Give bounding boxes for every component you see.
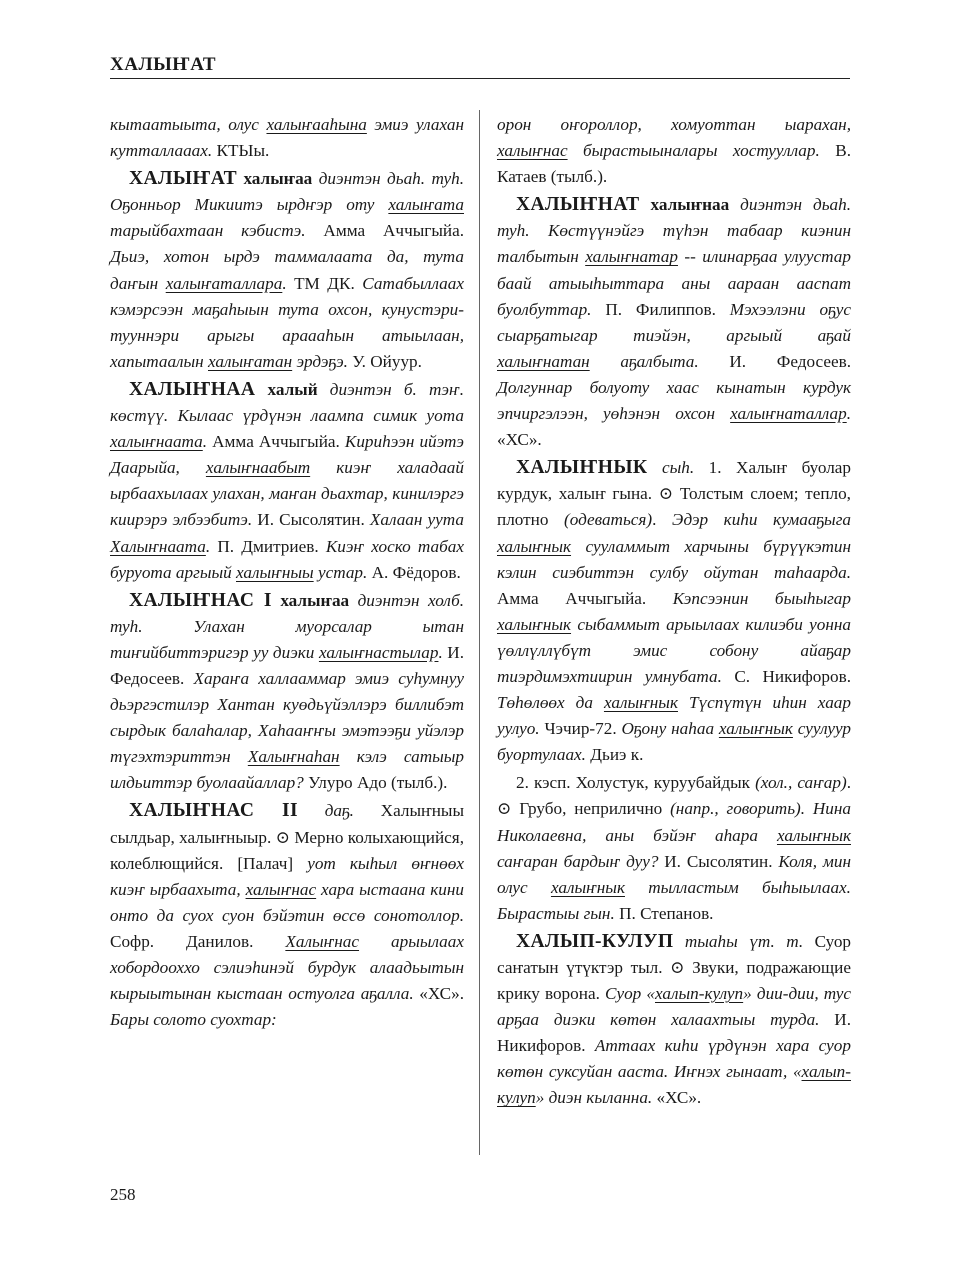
underlined-example: халыҥнаталлар [730,404,847,424]
text [253,932,285,951]
text: Кэпсээнин быыһыгар [646,588,851,608]
headword: ХАЛЫП-КУЛУП [516,930,674,952]
underlined-example: халыҥаталлара [165,273,283,293]
text: -- илинарҕаа улуустар баай атыыһыттара аны аараан ааспат буолбуттар. [497,247,851,319]
definition: Суор саҥатын үтүктэр тыл. [497,931,852,977]
russian-translation: ⊙ Грубо, неприлично [497,799,671,819]
underlined-example: халыҥнас [497,141,568,161]
text: . [282,273,295,293]
text: Бары солото суохтар: [110,1010,277,1030]
source-word: халый [267,379,318,399]
text: . [846,773,852,793]
underlined-example: халыҥныы [236,562,314,582]
underlined-example: халыҥата [388,195,464,215]
text: суулуур буортулаах. [497,719,851,765]
author: И. Никифоров. [497,1010,851,1056]
underlined-example: Халыҥнас [285,931,360,951]
text: Киэҥ хоско табах буруота аргыый [110,536,464,582]
author: С. Никифоров. [734,666,852,686]
text: тылластым быһыылаах. Бырастыы гын. [497,877,851,923]
author: И. Федосеев. [729,351,851,371]
author: П. Филиппов. [605,299,716,319]
underlined-example: Халыҥнаата [110,536,206,556]
author: Амма Аччыгыйа. [323,221,464,241]
text: устар. [313,562,372,582]
headword: ХАЛЫҤНЫК [516,457,648,479]
headword: ХАЛЫҤАТ [129,168,237,190]
text: эрдэҕэ. [292,351,353,371]
text: Кириһээн ийэтэ Даарыйа, [110,432,464,478]
text: диэнтэн б. тэҥ. көстүү. Кылаас үрдүнэн лаампа симик уота [110,379,464,426]
text: аҕалбыта. [589,351,730,371]
underlined-example: халыҥааһына [266,115,367,134]
author: Амма Аччыгыйа. [212,432,340,452]
author: И. Сысолятин. [664,851,773,871]
text: саҥаран бардыҥ дуу? [497,851,665,871]
text: . Нина Николаевна, аны бэйэҥ аһара [497,799,851,845]
header-rule [110,78,850,79]
dictionary-entry [497,192,851,453]
author: ТМ ДК. [294,273,355,293]
definition: 2. кэсп. Холустук, куруубайдык [516,773,756,793]
russian-note: (напр., говорить) [670,799,801,819]
underlined-example: халыҥнык [497,536,572,556]
text: . [652,510,657,530]
grammar-label: тыаһы үт. т. [673,931,804,951]
text: Эдэр киһи кумааҕыга [656,510,851,530]
underlined-example: Халыҥнаһан [247,747,340,767]
underlined-example: халыҥнык [497,614,572,634]
text: . [438,642,448,662]
underlined-example: халыҥнык [603,693,678,713]
text: Оҕону наһаа [616,719,719,739]
underlined-example: халып-кулуп [497,1062,851,1108]
text: диэнтэн холб. туһ. Улахан муорсалар ытан тиҥийбиттэригэр уу диэки [110,590,465,662]
russian-translation: ⊙ Мерно колыхающийся, колеблющийся. [110,827,464,873]
text: . [202,432,213,452]
left-column [110,112,464,1033]
headword: ХАЛЫҤНАА [129,378,256,400]
author: П. Дмитриев. [217,536,319,556]
author: Чэчир-72. [544,719,617,739]
text: Суор « [599,984,655,1004]
text: бырастыыналары хостууллар. [567,141,836,161]
author: Улуро Адо (тылб.). [308,773,448,793]
author: Амма Аччыгыйа. [497,588,647,608]
text: диэнтэн дьаһ. туһ. Оҕонньор Микиитэ ырдҥэр оту [110,169,465,215]
underlined-example: халыҥнас [245,879,317,899]
dictionary-entry [110,166,464,375]
text: Халаан уута [364,510,465,530]
russian-translation: ⊙ Звуки, подражающие крику ворона. [497,958,851,1004]
source-ref: КТЫы. [216,141,270,161]
author: И. Федосеев. [110,642,464,688]
text: Аттаах киһи үрдүнэн хара суор көтөн суксуйан ааста. Иҥнэх гынаат, « [497,1036,851,1082]
dictionary-entry [110,377,464,586]
text: Сатабыллаах кэмэрсээн маҕаһыын тута охсон, кунустэри-тууннэри арыгы араааһын атыылаан, хапытаалын [110,273,464,371]
dictionary-entry [497,929,851,1112]
text: уот кыһыл өҥнөөх киэҥ ырбаахыта, [110,853,464,899]
author: П. Степанов. [619,903,714,923]
text: . [205,536,218,556]
text: Мэхээлэни оҕус сыарҕатыгар тиэйэн, аргыый аҕай [497,299,851,345]
text: Коля, мин олус [497,851,851,897]
underlined-example: халыҥнастылар [318,642,439,662]
underlined-example: халыҥнык [718,719,793,739]
headword: ХАЛЫҤНАТ [516,194,640,216]
text: диэнтэн дьаһ. туһ. Көстүүнэйгэ түһэн табаар киэнин талбытын [497,195,851,267]
bracket-note: [Палач] [237,853,294,873]
text: сыбаммыт арыылаах килиэби уонна үөллүллүбүт эмис собону айаҕар тиэрдимэхтиирин умнубата. [497,614,851,686]
source-word: халыҥаа [280,590,350,610]
text: Түспүтүн иһин хаар уулуо. [497,693,851,739]
underlined-example: халыҥнык [776,825,851,845]
text: арыылаах хобордооххо сэлиэһинэй бурдук алаадьытын кырыытынан кыстаан остуолга аҕалла. [110,931,464,1004]
text: » дии-дии, тус арҕаа диэки көтөн халаахтыы турда. [497,984,852,1030]
russian-note: (одеваться) [564,510,653,530]
source-word: халыҥнаа [650,195,730,215]
author: «ХС». [656,1088,702,1108]
running-title: ХАЛЫҤАТ [110,54,216,75]
text: киэҥ халадаай ырбаахылаах улахан, маҥан дьахтар, кинилэргэ кииpэрэ элбээбитэ. [110,458,464,530]
underlined-example: халыҥнатан [497,351,590,371]
text: кытаатыыта, олус [110,115,267,134]
entry-continuation [497,112,851,190]
text: Хараҥа халлааммар эмиэ суһумнуу дьэргэстилэр Хантан куөдьүйэллэрэ биллибэт сырдык балаһалар, Хаһааҥҥы эмэтээҕи уйэлэр түгэхтэриттэн [110,668,464,767]
grammar-label: даҕ. [298,801,354,821]
column-divider [479,110,480,1155]
source-word: халыҥаа [243,169,313,189]
author: А. Фёдоров. [371,562,461,582]
author: «ХС». [497,430,542,450]
source-ref: В. Катаев (тылб.). [497,141,851,187]
text: кэлэ сатыыр илдьиттэр буолаайаллар? [110,747,464,793]
text: Төһөлөөх да [497,693,604,713]
text: эмиэ улахан кутталлааах. [110,115,464,161]
text: орон оҥороллор, хомуоттан ыарахан, [497,115,851,134]
underlined-example: халыҥнатар [585,247,678,267]
underlined-example: халып-кулуп [655,984,744,1004]
text: тарыйбахтаан кэбистэ. [110,221,324,241]
author: У. Ойуур. [352,351,422,371]
headword: ХАЛЫҤНАС II [129,800,299,822]
definition: Халыҥныы сылдьар, халыҥныыр. [110,801,464,847]
headword: ХАЛЫҤНАС I [129,589,272,611]
text: . [846,404,851,424]
text: сууламмыт харчыны бүрүүкэтин кэлин сиэбиттэн сулбу ойутан таһаарда. [497,536,851,582]
author: Софр. Данилов. [110,931,254,951]
dictionary-sense [497,770,851,927]
underlined-example: халыҥнаата [110,432,203,452]
grammar-label: сыһ. [647,458,695,478]
entry-continuation [110,112,464,164]
dictionary-entry [110,798,464,1033]
author: Дьиэ к. [590,745,644,765]
text: хара ыстаана кини онто да суох суон бэйэтин өссө сонотоллор. [110,879,464,925]
right-column [497,112,851,1112]
russian-translation: ⊙ Толстым слоем; тепло, плотно [497,484,851,530]
definition: 1. Халыҥ буолар курдук, халыҥ гына. [497,458,851,504]
author: И. Сысолятин. [257,510,365,530]
author: «ХС». [419,984,464,1004]
page-number: 258 [110,1185,136,1204]
text: » диэн кыланна. [535,1088,657,1108]
underlined-example: халыҥнык [550,877,625,897]
dictionary-entry [110,588,464,797]
usage-note: (хол., саҥар) [755,773,847,793]
text: Долгуннар болуоту хаас кынатын курдук эпчиргэлээн, уөһэнэн охсон [497,377,851,424]
dictionary-entry [497,455,851,768]
underlined-example: халыҥатан [208,351,293,371]
text: Дьиэ, хотон ырдэ таммалаата да, тута даҥын [110,247,464,293]
underlined-example: халыҥнаабыт [205,458,311,478]
